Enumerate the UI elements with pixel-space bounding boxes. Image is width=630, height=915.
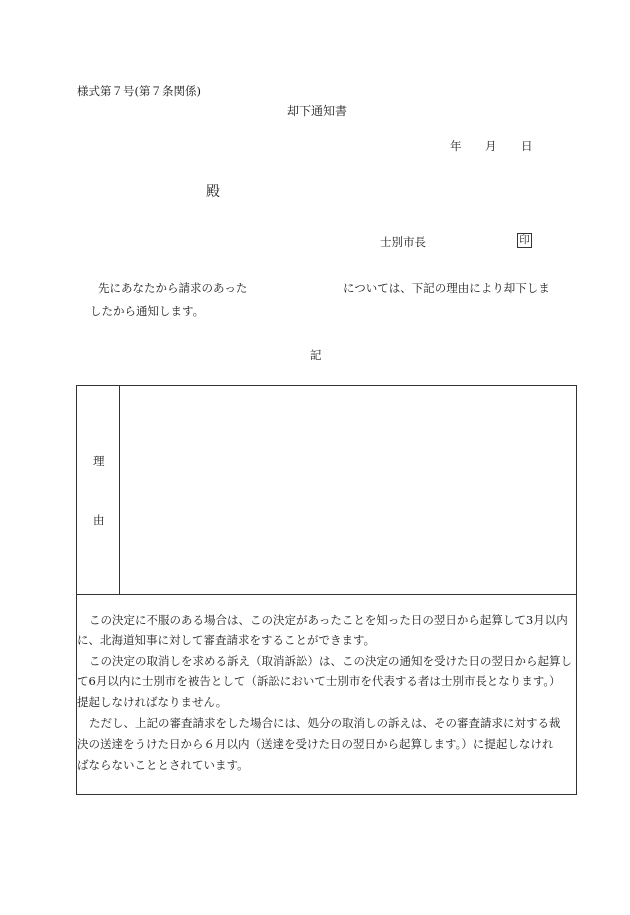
reason-label-cell bbox=[77, 386, 120, 595]
notice-line: て6月以内に士別市を被告として（訴訟において士別市を代表する者は士別市長となります。） bbox=[77, 674, 561, 688]
date-year: 年 bbox=[450, 139, 462, 153]
reason-label-yu: 由 bbox=[93, 513, 105, 527]
notice-line: この決定に不服のある場合は、この決定があったことを知った日の翌日から起算して3月以内 bbox=[89, 613, 568, 627]
document-title: 却下通知書 bbox=[287, 104, 348, 118]
seal-mark: 印 bbox=[517, 233, 532, 248]
reason-table bbox=[76, 385, 577, 795]
row-divider bbox=[77, 594, 576, 595]
body-line-1-end: については、下記の理由により却下しま bbox=[343, 281, 550, 295]
reason-label-ri: 理 bbox=[93, 454, 105, 468]
recipient-honorific: 殿 bbox=[206, 184, 220, 200]
notice-line: 提起しなければなりません。 bbox=[77, 695, 228, 709]
date-month: 月 bbox=[485, 139, 497, 153]
ki-heading: 記 bbox=[310, 348, 322, 362]
issuer-name: 士別市長 bbox=[380, 235, 426, 249]
date-day: 日 bbox=[521, 139, 533, 153]
notice-line: ばならないこととされています。 bbox=[77, 758, 249, 772]
body-line-1-start: 先にあなたから請求のあった bbox=[98, 281, 248, 295]
form-number: 様式第７号(第７条関係) bbox=[77, 84, 201, 98]
notice-line: この決定の取消しを求める訴え（取消訴訟）は、この決定の通知を受けた日の翌日から起算し bbox=[89, 654, 572, 668]
reason-text-cell bbox=[120, 386, 576, 595]
notice-line: ただし、上記の審査請求をした場合には、処分の取消しの訴えは、その審査請求に対する裁 bbox=[89, 716, 561, 730]
body-line-2: したから通知します。 bbox=[90, 304, 205, 318]
notice-line: に、北海道知事に対して審査請求をすることができます。 bbox=[77, 633, 376, 647]
notice-line: 決の送達をうけた日から６月以内（送達を受けた日の翌日から起算します。）に提起しなけれ bbox=[77, 737, 554, 751]
